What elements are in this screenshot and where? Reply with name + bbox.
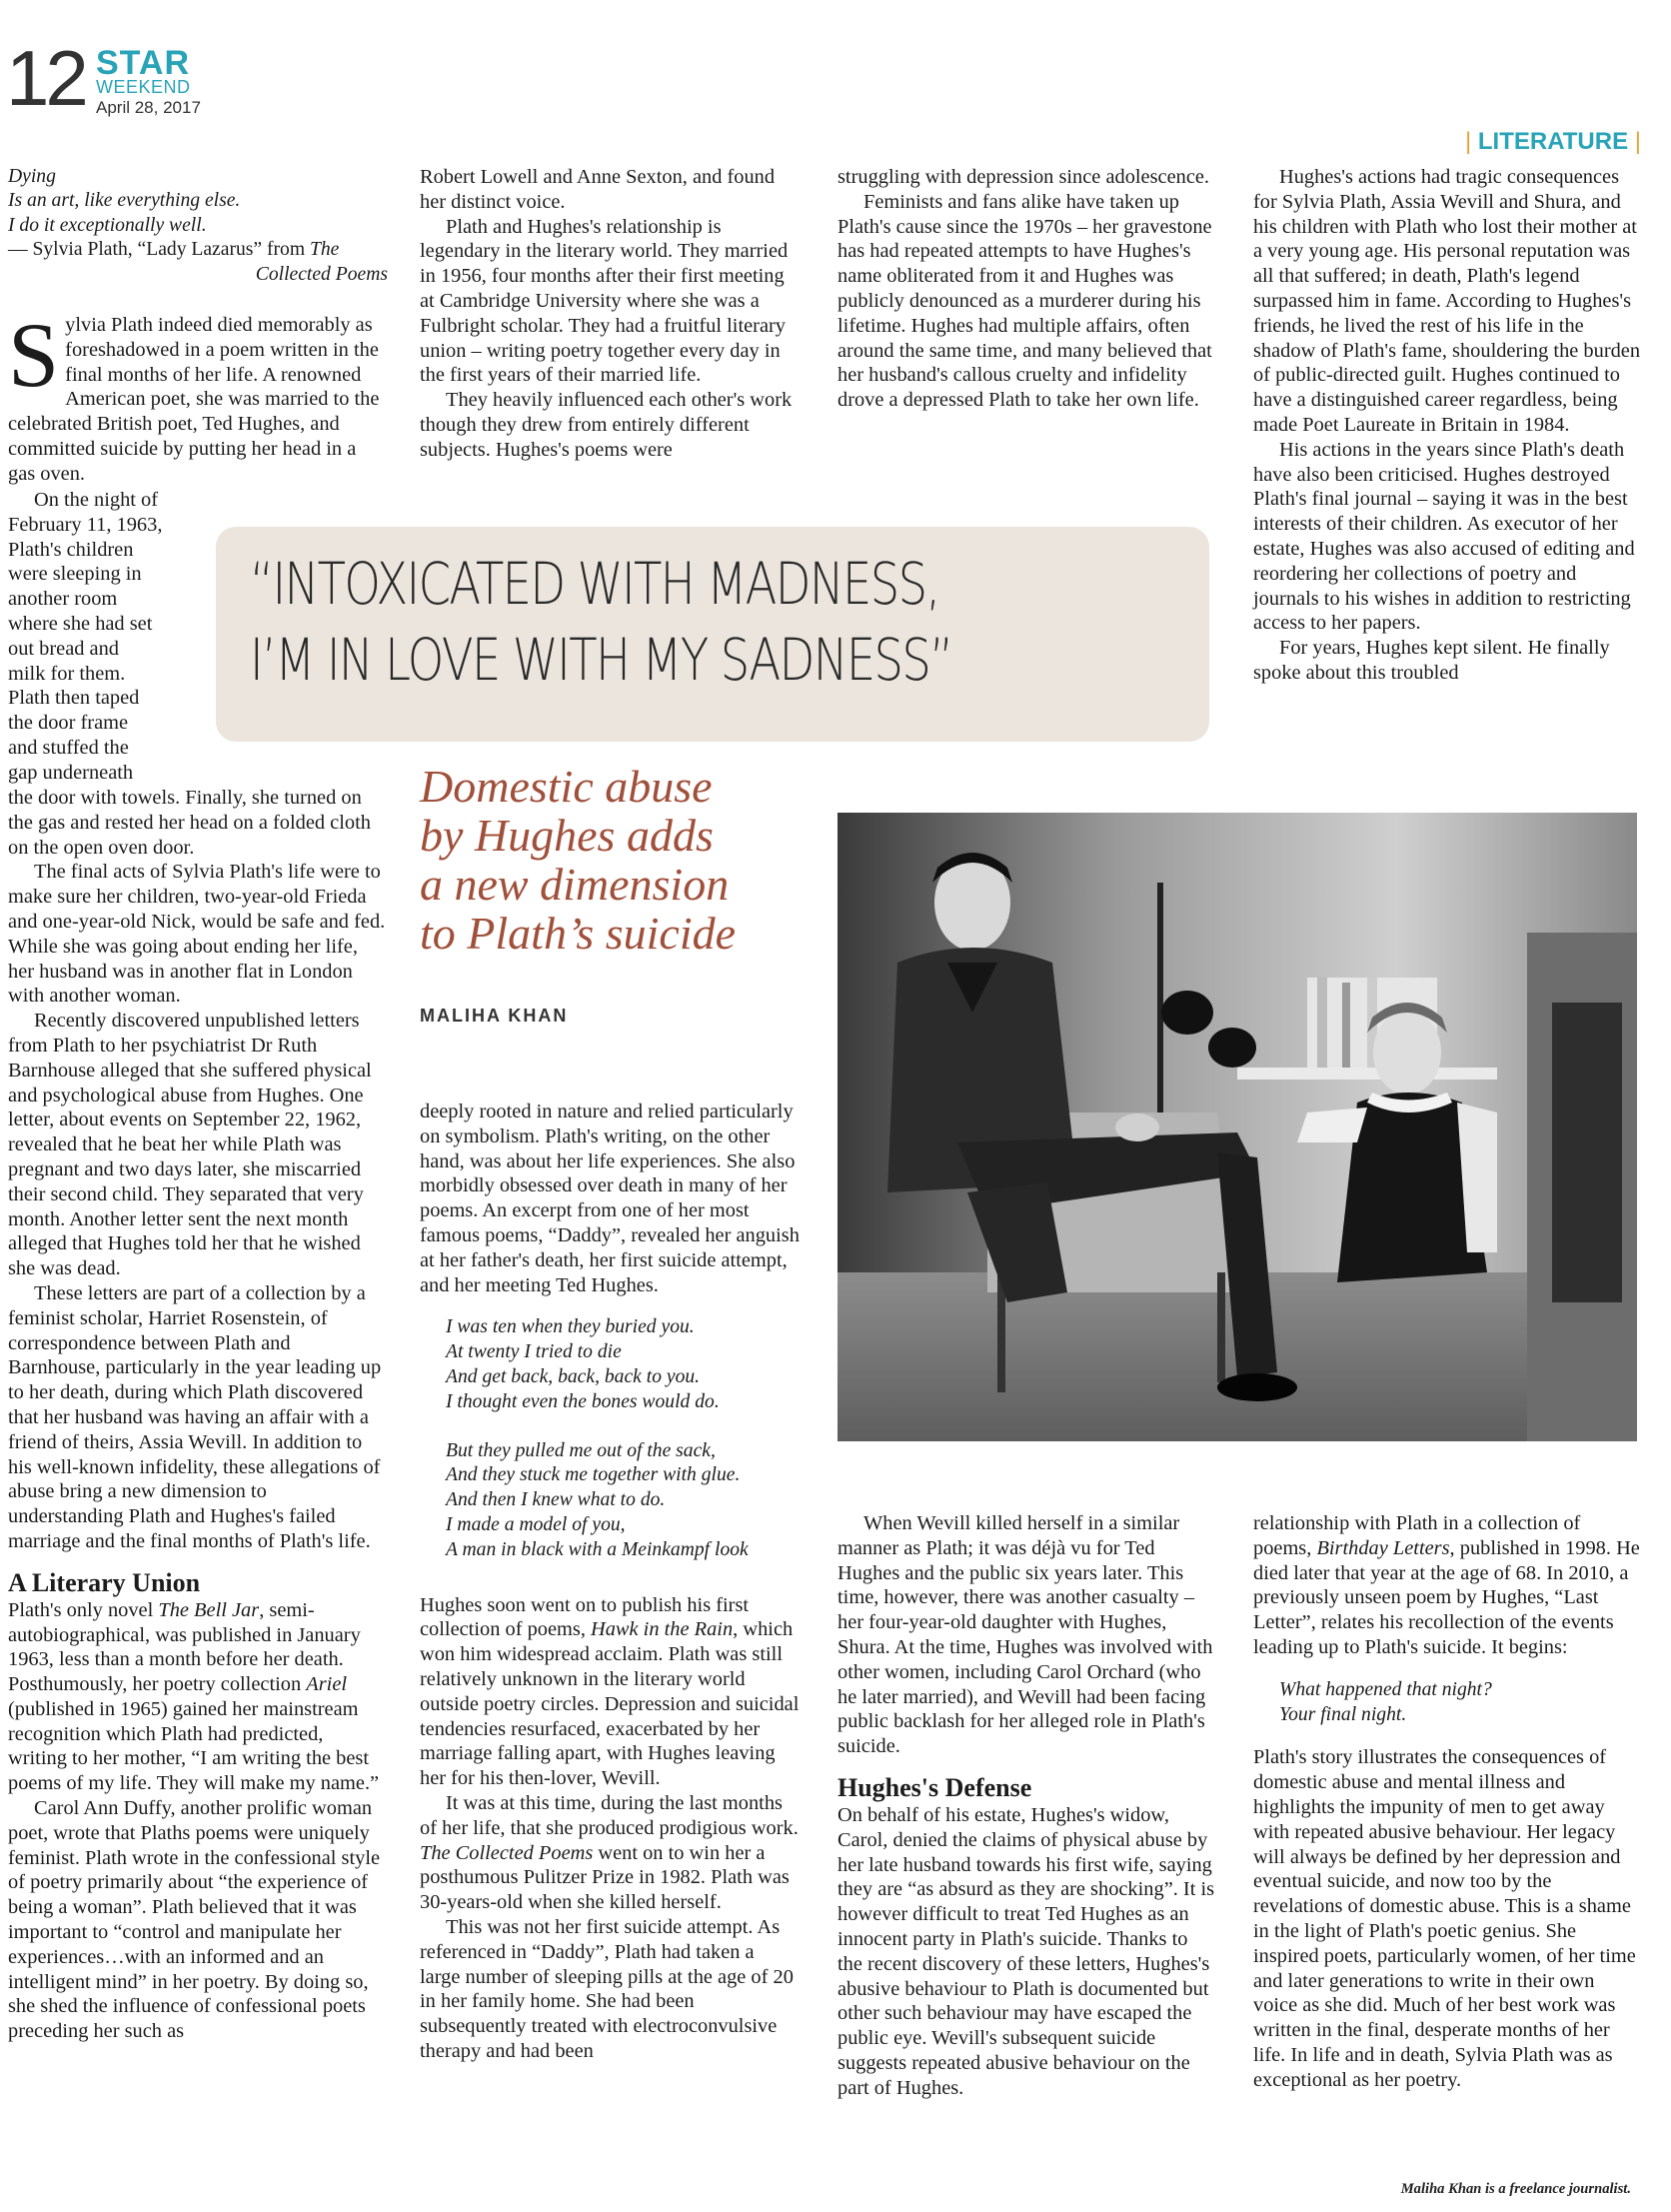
epigraph-attribution-title: Collected Poems — [255, 263, 388, 285]
author-credit: Maliha Khan is a freelance journalist. — [1400, 2181, 1631, 2197]
article-column-4-bottom — [1253, 1511, 1641, 2093]
epigraph-line: Is an art, like everything else. — [8, 190, 241, 212]
article-paragraph: Recently discovered unpublished letters from Plath to her psychiatrist Dr Ruth Barnhouse alleged that she suffered physical and psychological abuse from Hughes. One letter, about events on September 22, 1962, revealed that he beat her while Plath was pregnant and two days later, she miscarried their second child. They separated that very month. Another letter sent the next month alleged that Hughes told her that he wished she was dead. — [8, 1010, 372, 1280]
article-column-2-top — [420, 165, 800, 463]
article-paragraph: the door with towels. Finally, she turned on the gas and rested her head on a folded cloth on the open oven door. — [8, 787, 371, 859]
article-column-1b — [8, 786, 386, 2044]
article-headline: Domestic abuse by Hughes adds a new dimension to Plath’s suicide — [420, 761, 737, 959]
pull-quote-line: I’M IN LOVE WITH MY SADNESS” — [250, 626, 952, 694]
article-column-4-top — [1253, 165, 1641, 686]
article-paragraph: struggling with depression since adolescence. — [837, 166, 1210, 188]
section-name: LITERATURE — [1477, 128, 1629, 155]
epigraph-attribution: — Sylvia Plath, “Lady Lazarus” from The — [8, 239, 340, 261]
article-paragraph: Carol Ann Duffy, another prolific woman poet, wrote that Plaths poems were uniquely feminist. Plath wrote in the confessional style of poetry primarily about “the experience of being a woman”. Plath believed that it was important to “control and manipulate her experiences…with an informed and an intelligent mind” in her poetry. By doing so, she shed the influence of confessional poets preceding her such as — [8, 1797, 381, 2043]
article-paragraph: This was not her first suicide attempt. As referenced in “Daddy”, Plath had taken a large number of sleeping pills at the age of 20 in her family home. She had been subsequently treated with electroconvulsive therapy and had been — [420, 1915, 794, 2062]
article-paragraph: His actions in the years since Plath's death have also been criticised. Hughes destroyed Plath's final journal – saying it was in the best interests of their children. As executor of her estate, Hughes was also accused of editing and reordering her collections of poetry and journals to his wishes in addition to restricting access to her papers. — [1253, 438, 1635, 635]
subhead-literary-union: A Literary Union — [8, 1567, 201, 1597]
article-paragraph: On behalf of his estate, Hughes's widow, Carol, denied the claims of physical abuse by her late husband towards his first wife, saying they are “as absurd as they are shocking”. It is however difficult to treat Ted Hughes as an innocent party in Plath's suicide. Thanks to the recent discovery of these letters, Hughes's abusive behaviour to Plath is documented but other such behaviour may have escaped the public eye. Wevill's subsequent suicide suggests repeated abusive behaviour on the part of Hughes. — [837, 1803, 1215, 2099]
pull-quote-line: “INTOXICATED WITH MADNESS, — [250, 550, 939, 618]
article-paragraph: deeply rooted in nature and relied particularly on symbolism. Plath's writing, on the other hand, was about her life experiences. She also morbidly obsessed over death in many of her poems. An excerpt from one of her most famous poems, “Daddy”, revealed her anguish at her father's death, her first suicide attempt, and her meeting Ted Hughes. — [420, 1101, 800, 1296]
epigraph-line: Dying — [8, 166, 56, 187]
article-paragraph: Plath's only novel The Bell Jar, semi-autobiographical, was published in January 1963, less than a month before her death. Posthumously, her poetry collection Ariel (published in 1965) gained her mainstream recognition which Plath had predicted, writing to her mother, “I am writing the best poems of my life. They will make my name.” — [8, 1598, 380, 1795]
brand-subtitle: WEEKEND — [96, 77, 191, 97]
article-paragraph: Hughes soon went on to publish his first collection of poems, Hawk in the Rain, which won him widespread acclaim. Plath was still relatively unknown in the literary world outside poetry circles. Depression and suicidal tendencies resurfaced, exacerbated by her marriage falling apart, with Hughes leaving her for his then-lover, Wevill. — [420, 1593, 800, 1790]
article-column-3-bottom — [837, 1511, 1217, 2101]
article-column-3-top — [837, 165, 1217, 413]
article-paragraph: For years, Hughes kept silent. He finally spoke about this troubled — [1253, 637, 1610, 684]
photograph-plath-and-hughes — [837, 813, 1637, 1441]
article-paragraph: Feminists and fans alike have taken up Plath's cause since the 1970s – her gravestone has had repeated attempts to have Hughes's name obliterated from it and Hughes was publicly denounced as a murderer during his lifetime. Hughes had multiple affairs, often around the same time, and many believed that her husband's callous cruelty and infidelity drove a depressed Plath to take her own life. — [837, 190, 1212, 412]
epigraph-line: I do it exceptionally well. — [8, 214, 207, 236]
article-paragraph: Robert Lowell and Anne Sexton, and found her distinct voice. — [420, 166, 776, 213]
section-label: | LITERATURE | — [1464, 128, 1641, 155]
article-paragraph: It was at this time, during the last months of her life, that she produced prodigious work. The Collected Poems went on to win her a posthumous Pulitzer Prize in 1982. Plath was 30-years-old when she killed herself. — [420, 1791, 799, 1914]
article-column-1-narrow: On the night of February 11, 1963, Plath's children were sleeping in another room where she had set out bread and milk for them. Plath then taped the door frame and stuffed the gap underneath — [8, 489, 163, 784]
article-paragraph: When Wevill killed herself in a similar manner as Plath; it was déjà vu for Ted Hughes and the public six years later. This time, however, there was another casualty – her four-year-old daughter with Hughes, Shura. At the time, Hughes was involved with other women, including Carol Orchard (who he later married), and Wevill had been facing public backlash for her alleged role in Plath's suicide. — [837, 1512, 1213, 1758]
poem-excerpt-daddy: I was ten when they buried you. At twenty I tried to die And get back, back, back to you. I thought even the bones would do. But they pulled me out of the sack, And they stuck me together with glue. And then I knew what to do. I made a model of you, A man in black with a Meinkampf look — [446, 1316, 749, 1560]
drop-cap: S — [8, 304, 60, 406]
article-paragraph: Plath and Hughes's relationship is legendary in the literary world. They married in 1956, four months after their first meeting at Cambridge University where she was a Fulbright scholar. They had a fruitful literary union – writing poetry together every day in the first years of their married life. — [420, 215, 789, 387]
article-paragraph: They heavily influenced each other's work though they drew from entirely different subjects. Hughes's poems were — [420, 389, 793, 461]
pull-quote — [250, 546, 1009, 698]
article-paragraph: These letters are part of a collection by a feminist scholar, Harriet Rosenstein, of correspondence between Plath and Barnhouse, particularly in the year leading up to her death, during which Plath discovered that her husband was having an affair with a friend of theirs, Assia Wevill. In addition to his well-known infidelity, these allegations of abuse bring a new dimension to understanding Plath and Hughes's failed marriage and the final months of Plath's life. — [8, 1281, 382, 1552]
issue-date: April 28, 2017 — [96, 98, 201, 117]
article-paragraph: relationship with Plath in a collection of poems, Birthday Letters, published in 1998. He died later that year at the age of 68. In 2010, a previously unseen poem by Hughes, “Last Letter”, relates his recollection of the events leading up to Plath's suicide. It begins: — [1253, 1512, 1640, 1658]
byline: MALIHA KHAN — [420, 1006, 569, 1026]
page-number: 12 — [6, 34, 85, 122]
article-column-2-bottom — [420, 1100, 800, 2064]
article-paragraph: Hughes's actions had tragic consequences for Sylvia Plath, Assia Wevill and Shura, and his children with Plath who lost their mother at a very young age. His personal reputation was all that suffered; in death, Plath's legend surpassed him in fame. According to Hughes's friends, he lived the rest of his life in the shadow of Plath's fame, shouldering the burden of public-directed guilt. Hughes continued to have a distinguished career regardless, being made Poet Laureate in Britain in 1984. — [1253, 166, 1641, 436]
brand-logo-text: STAR — [96, 44, 191, 82]
subhead-hughes-defense: Hughes's Defense — [837, 1772, 1032, 1802]
poem-excerpt-last-letter: What happened that night? Your final night. — [1279, 1678, 1492, 1725]
article-column-1a — [8, 304, 386, 487]
article-paragraph: Plath's story illustrates the consequences of domestic abuse and mental illness and highlights the impunity of men to get away with repeated abusive behaviour. Her legacy will always be defined by her depression and eventual suicide, and now too by the revelations of domestic abuse. This is a shame in the light of Plath's poetic genius. She inspired poets, particularly women, of her time and later generations to write in their own voice as she did. Much of her best work was written in the final, desperate months of her life. In life and in death, Sylvia Plath was as exceptional as her poetry. — [1253, 1746, 1636, 2091]
epigraph — [8, 165, 388, 287]
article-paragraph: Sylvia Plath indeed died memorably as foreshadowed in a poem written in the final months of her life. A renowned American poet, she was married to the celebrated British poet, Ted Hughes, and committed suicide by putting her head in a gas oven. — [8, 304, 380, 485]
article-paragraph: The final acts of Sylvia Plath's life were to make sure her children, two-year-old Frieda and one-year-old Nick, would be safe and fed. While she was going about ending her life, her husband was in another flat in London with another woman. — [8, 861, 386, 1008]
